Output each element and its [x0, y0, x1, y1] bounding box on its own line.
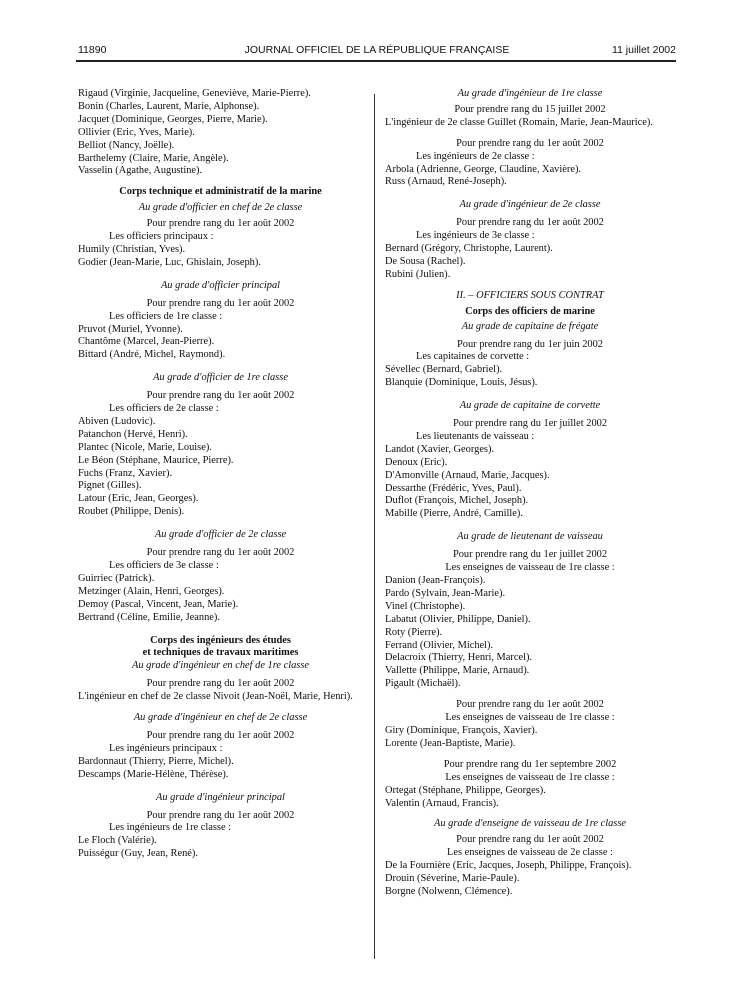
name-line: Sévellec (Bernard, Gabriel).: [385, 364, 503, 376]
header-rule: [76, 60, 676, 62]
name-line: Blanquie (Dominique, Louis, Jésus).: [385, 377, 538, 389]
rang-line: Pour prendre rang du 1er août 2002: [456, 699, 604, 711]
name-line: Giry (Dominique, François, Xavier).: [385, 724, 538, 736]
grade-heading: Au grade d'ingénieur de 1re classe: [457, 88, 603, 99]
name-line: Demoy (Pascal, Vincent, Jean, Marie).: [78, 598, 239, 610]
name-line: Denoux (Eric).: [385, 456, 448, 468]
name-line: Le Béon (Stéphane, Maurice, Pierre).: [78, 454, 234, 466]
name-line: Bonin (Charles, Laurent, Marie, Alphonse).: [78, 100, 260, 112]
grade-heading: Au grade d'ingénieur en chef de 2e classe: [133, 712, 308, 724]
rang-line: Pour prendre rang du 1er août 2002: [456, 137, 604, 149]
name-line: Puisségur (Guy, Jean, René).: [78, 848, 198, 860]
name-line: Pruvot (Muriel, Yvonne).: [78, 323, 183, 335]
intro-line: Les lieutenants de vaisseau :: [416, 430, 535, 442]
rang-line: Pour prendre rang du 1er juillet 2002: [452, 418, 608, 430]
rang-line: Pour prendre rang du 1er août 2002: [146, 547, 295, 559]
name-line: Labatut (Olivier, Philippe, Daniel).: [385, 613, 531, 625]
rang-line: Pour prendre rang du 1er septembre 2002: [443, 758, 617, 770]
rang-line: Pour prendre rang du 1er juin 2002: [456, 338, 603, 350]
name-line: Landot (Xavier, Georges).: [385, 443, 495, 455]
intro-line: Les capitaines de corvette :: [416, 351, 530, 363]
name-line: Dessarthe (Frédéric, Yves, Paul).: [385, 482, 522, 494]
grade-heading: Au grade de capitaine de corvette: [459, 400, 601, 412]
corps-heading: Corps des ingénieurs des études: [150, 634, 291, 646]
name-line: Chantôme (Marcel, Jean-Pierre).: [78, 336, 215, 348]
page-number: 11890: [78, 44, 107, 56]
name-line: Barthelemy (Claire, Marie, Angèle).: [78, 152, 229, 164]
grade-heading: Au grade d'ingénieur principal: [156, 791, 285, 803]
right-column: [385, 88, 675, 899]
name-line: Delacroix (Thierry, Henri, Marcel).: [385, 652, 533, 664]
rang-line: Pour prendre rang du 1er juillet 2002: [452, 549, 608, 561]
intro-line: Les ingénieurs de 1re classe :: [109, 822, 232, 834]
name-line: Bertrand (Céline, Emilie, Jeanne).: [78, 611, 220, 623]
grade-heading: Au grade d'officier de 2e classe: [154, 529, 287, 541]
name-line: Pigault (Michaël).: [385, 678, 461, 690]
rang-line: Pour prendre rang du 1er août 2002: [146, 297, 295, 309]
name-line: Jacquet (Dominique, Georges, Pierre, Marie).: [78, 113, 268, 125]
name-line: Abiven (Ludovic).: [78, 415, 156, 427]
grade-heading: Au grade d'enseigne de vaisseau de 1re classe: [434, 818, 626, 830]
name-line: Mabille (Pierre, André, Camille).: [385, 508, 523, 520]
name-line: De la Fournière (Eric, Jacques, Joseph, Philippe, François).: [385, 860, 632, 872]
name-line: Vallette (Philippe, Marie, Arnaud).: [385, 665, 530, 677]
grade-heading: Au grade d'officier en chef de 2e classe: [138, 202, 303, 214]
name-line: Humily (Christian, Yves).: [78, 243, 186, 255]
name-line: Borgne (Nolwenn, Clémence).: [385, 885, 513, 897]
name-line: Descamps (Marie-Hélène, Thérèse).: [78, 768, 229, 780]
name-line: D'Amonville (Arnaud, Marie, Jacques).: [385, 469, 550, 481]
name-line: Bardonnaut (Thierry, Pierre, Michel).: [78, 755, 234, 767]
name-line: Roubet (Philippe, Denis).: [78, 506, 185, 518]
name-line: Le Floch (Valérie).: [78, 835, 157, 847]
name-line: Belliot (Nancy, Joëlle).: [78, 139, 175, 151]
name-line: Rubini (Julien).: [385, 268, 451, 280]
intro-line: Les enseignes de vaisseau de 1re classe :: [445, 771, 615, 783]
name-line: Metzinger (Alain, Henri, Georges).: [78, 585, 225, 597]
name-line: Ortegat (Stéphane, Philippe, Georges).: [385, 784, 546, 796]
intro-line: Les officiers principaux :: [109, 231, 214, 243]
name-line: Ferrand (Olivier, Michel).: [385, 639, 494, 651]
name-line: Pignet (Gilles).: [78, 480, 142, 492]
rang-line: Pour prendre rang du 1er août 2002: [146, 678, 295, 690]
name-line: Bernard (Grégory, Christophe, Laurent).: [385, 243, 553, 255]
name-line: Vasselin (Agathe, Augustine).: [78, 165, 203, 177]
name-line: Pardo (Sylvain, Jean-Marie).: [385, 587, 506, 599]
intro-line: Les ingénieurs de 3e classe :: [416, 230, 535, 242]
intro-line: Les enseignes de vaisseau de 1re classe :: [445, 562, 615, 574]
intro-line: Les enseignes de vaisseau de 2e classe :: [447, 847, 613, 859]
grade-heading: Au grade d'ingénieur de 2e classe: [459, 199, 601, 211]
intro-line: Les officiers de 2e classe :: [109, 403, 219, 415]
rang-line: Pour prendre rang du 1er août 2002: [456, 217, 604, 229]
name-line: Bittard (André, Michel, Raymond).: [78, 349, 226, 361]
page-header: [78, 44, 676, 58]
name-line: Drouin (Séverine, Marie-Paule).: [385, 873, 520, 885]
rang-line: Pour prendre rang du 1er août 2002: [146, 809, 295, 821]
name-line: Plantec (Nicole, Marie, Louise).: [78, 441, 212, 453]
name-line: Fuchs (Franz, Xavier).: [78, 467, 173, 479]
rang-line: Pour prendre rang du 1er août 2002: [146, 390, 295, 402]
intro-line: Les enseignes de vaisseau de 1re classe :: [445, 712, 615, 724]
corps-heading-cont: et techniques de travaux maritimes: [142, 647, 299, 659]
grade-heading: Au grade d'officier de 1re classe: [153, 372, 288, 384]
name-line: De Sousa (Rachel).: [385, 255, 466, 267]
name-line: Roty (Pierre).: [385, 626, 443, 638]
name-line: Valentin (Arnaud, Francis).: [385, 797, 499, 809]
rang-line: Pour prendre rang du 1er août 2002: [146, 729, 295, 741]
corps-heading: Corps des officiers de marine: [465, 305, 595, 317]
name-line: Patanchon (Hervé, Henri).: [78, 428, 188, 440]
column-divider: [374, 94, 375, 959]
name-line: Ollivier (Eric, Yves, Marie).: [78, 126, 195, 138]
part-heading: II. – OFFICIERS SOUS CONTRAT: [456, 289, 604, 301]
appointment-text: L'ingénieur en chef de 2e classe Nivoit (Jean-Noël, Marie, Henri).: [78, 691, 353, 703]
grade-heading: Au grade d'ingénieur en chef de 1re classe: [132, 660, 309, 672]
name-line: Russ (Arnaud, René-Joseph).: [385, 176, 507, 188]
name-line: Vinel (Christophe).: [385, 600, 466, 612]
name-line: Duflot (François, Michel, Joseph).: [385, 495, 529, 507]
journal-title: JOURNAL OFFICIEL DE LA RÉPUBLIQUE FRANÇAISE: [244, 44, 510, 56]
grade-heading: Au grade d'officier principal: [160, 279, 281, 291]
intro-line: Les ingénieurs principaux :: [109, 742, 223, 754]
rang-line: Pour prendre rang du 15 juillet 2002: [454, 103, 606, 115]
grade-heading: Au grade de capitaine de frégate: [461, 320, 599, 332]
name-line: Rigaud (Virginie, Jacqueline, Geneviève, Marie-Pierre).: [78, 88, 311, 99]
name-line: Guirriec (Patrick).: [78, 572, 155, 584]
name-line: Latour (Eric, Jean, Georges).: [78, 493, 199, 505]
name-line: Godier (Jean-Marie, Luc, Ghislain, Joseph).: [78, 256, 261, 268]
grade-heading: Au grade de lieutenant de vaisseau: [457, 531, 603, 543]
intro-line: Les officiers de 3e classe :: [109, 560, 219, 571]
name-line: Arbola (Adrienne, George, Claudine, Xavière).: [385, 163, 582, 175]
appointment-text: L'ingénieur de 2e classe Guillet (Romain, Marie, Jean-Maurice).: [385, 116, 653, 128]
name-line: Danion (Jean-François).: [385, 575, 486, 586]
rang-line: Pour prendre rang du 1er août 2002: [456, 834, 604, 846]
name-line: Lorente (Jean-Baptiste, Marie).: [385, 737, 516, 749]
corps-heading: Corps technique et administratif de la marine: [119, 186, 322, 198]
intro-line: Les ingénieurs de 2e classe :: [416, 150, 535, 162]
left-column: [78, 88, 363, 861]
rang-line: Pour prendre rang du 1er août 2002: [146, 218, 295, 230]
issue-date: 11 juillet 2002: [611, 44, 676, 56]
intro-line: Les officiers de 1re classe :: [109, 310, 223, 322]
